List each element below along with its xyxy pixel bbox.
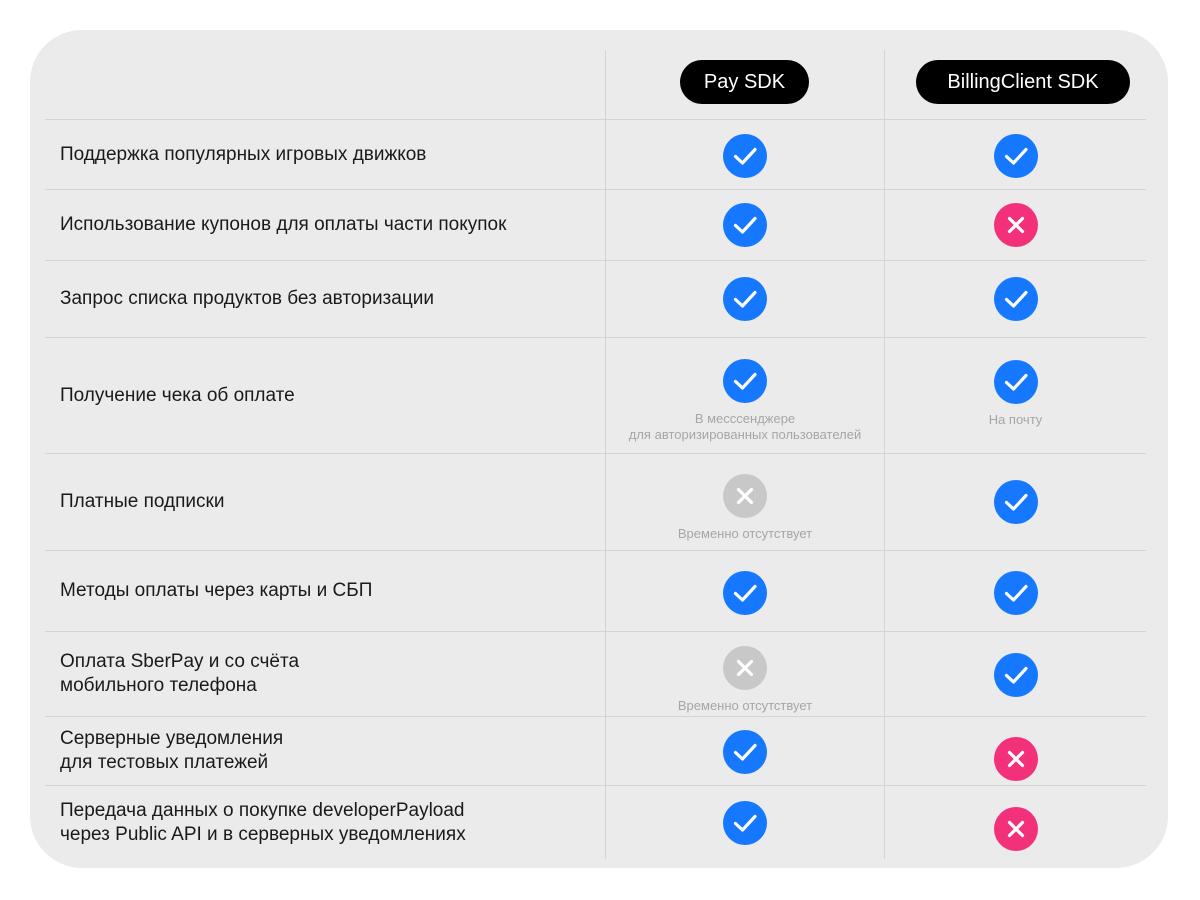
pay-status-cell [605,551,884,631]
pay-status [606,730,884,774]
billing-status [885,277,1146,321]
billing-status-note: На почту [988,412,1043,427]
billing-status-cell [884,551,1146,631]
pay-status [606,277,884,321]
pay-status-note: Временно отсутствует [677,526,813,541]
checkmark-icon [994,277,1038,321]
pay-status [606,571,884,615]
billing-status-cell [884,120,1146,189]
pay-status [606,646,884,714]
feature-label: Запрос списка продуктов без авторизации [60,288,434,309]
pay-status-cell [605,338,884,453]
billing-status-cell [884,454,1146,550]
header-billing-cell [884,50,1146,119]
billing-client-sdk-label: BillingClient SDK [916,60,1130,104]
checkmark-icon [994,134,1038,178]
table-row [45,551,1146,632]
pay-status [606,474,884,542]
cross-icon [994,737,1038,781]
checkmark-icon [723,801,767,845]
checkmark-icon [723,730,767,774]
header-empty-cell [45,50,605,119]
header-pay-cell [605,50,884,119]
billing-status [885,737,1146,781]
checkmark-icon [723,571,767,615]
billing-status-cell [884,338,1146,453]
billing-status [885,480,1146,524]
pay-status [606,359,884,443]
table-row [45,261,1146,338]
pay-status [606,801,884,845]
billing-status-cell [884,632,1146,716]
billing-status [885,360,1146,428]
table-row [45,338,1146,454]
table-row [45,786,1146,859]
pay-status-cell [605,120,884,189]
table-row [45,190,1146,261]
billing-status-cell [884,190,1146,260]
comparison-table [45,50,1146,859]
feature-label: Серверные уведомления для тестовых платежей [60,728,284,773]
checkmark-icon [994,653,1038,697]
billing-status [885,134,1146,178]
table-header-row [45,50,1146,120]
table-row [45,632,1146,717]
checkmark-icon [723,134,767,178]
checkmark-icon [723,359,767,403]
feature-label: Получение чека об оплате [60,384,295,406]
feature-label: Использование купонов для оплаты части покупок [60,214,507,235]
pay-status-cell [605,454,884,550]
pay-status-cell [605,786,884,859]
pay-status-note: Временно отсутствует [677,698,813,713]
billing-status-cell [884,717,1146,785]
feature-label: Методы оплаты через карты и СБП [60,580,373,601]
billing-status-cell [884,261,1146,337]
pay-status-cell [605,632,884,716]
pay-status-cell [605,261,884,337]
checkmark-icon [723,277,767,321]
pay-status [606,134,884,178]
unavailable-cross-icon [723,646,767,690]
billing-status-cell [884,786,1146,859]
pay-status-cell [605,190,884,260]
pay-sdk-label: Pay SDK [680,60,809,104]
feature-label: Поддержка популярных игровых движков [60,143,427,165]
table-row [45,454,1146,551]
billing-status [885,653,1146,697]
billing-status [885,571,1146,615]
pay-status-cell [605,717,884,785]
billing-status [885,203,1146,247]
checkmark-icon [994,360,1038,404]
feature-label: Передача данных о покупке developerPayload через Public API и в серверных уведомлениях [60,799,466,845]
table-row [45,120,1146,190]
unavailable-cross-icon [723,474,767,518]
feature-label: Оплата SberPay и со счёта мобильного телефона [60,651,300,696]
pay-status-note: В месссенджере для авторизированных пользователей [628,411,862,442]
pay-status [606,203,884,247]
checkmark-icon [994,571,1038,615]
billing-status [885,807,1146,851]
feature-label: Платные подписки [60,491,225,512]
table-row [45,717,1146,786]
cross-icon [994,807,1038,851]
checkmark-icon [723,203,767,247]
cross-icon [994,203,1038,247]
checkmark-icon [994,480,1038,524]
